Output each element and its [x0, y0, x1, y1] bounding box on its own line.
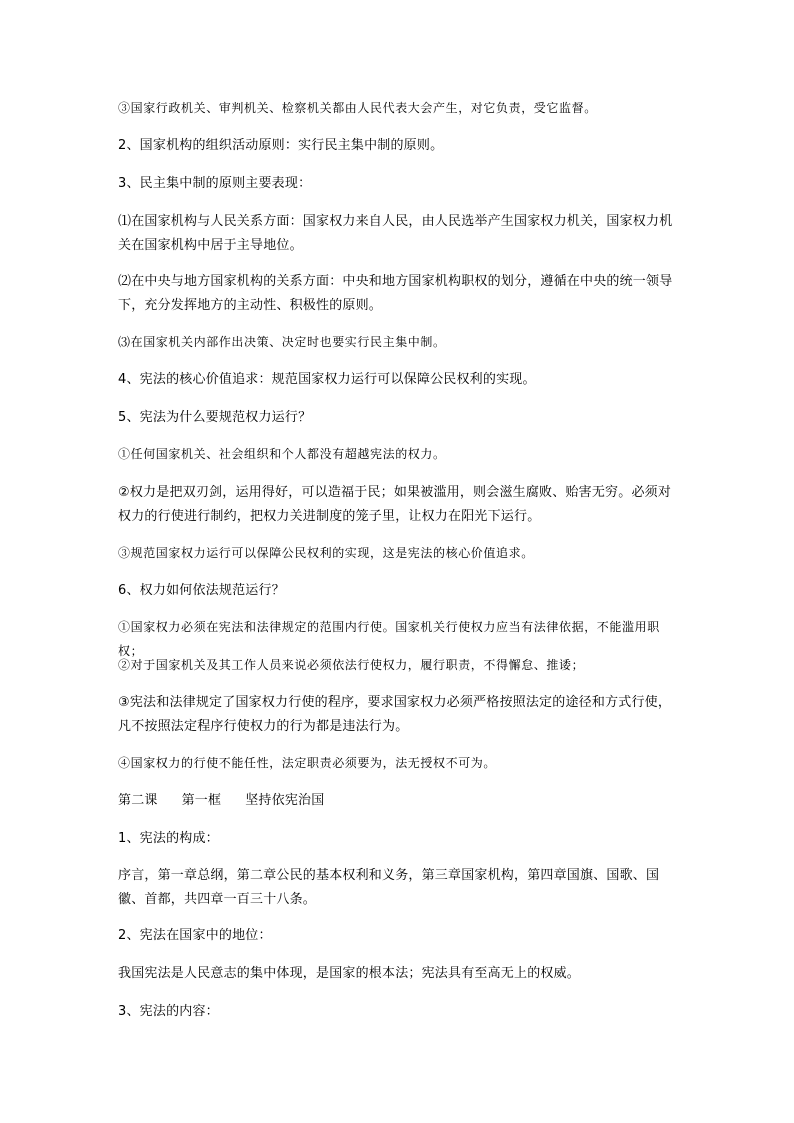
- paragraph-item-3b: ⑶在国家机关内部作出决策、决定时也要实行民主集中制。: [118, 335, 446, 349]
- paragraph-item-2: ⑵在中央与地方国家机构的关系方面：中央和地方国家机构职权的划分，遵循在中央的统一领导下，充分发挥地方的主动性、积极性的原则。: [118, 274, 673, 313]
- paragraph-item-6-4: ④国家权力的行使不能任性，法定职责必须要为，法无授权不可为。: [118, 756, 497, 770]
- lesson-number: 第二课: [118, 793, 158, 808]
- lesson-heading: [118, 789, 678, 813]
- section-heading-constitution-2: 2、宪法在国家中的地位：: [118, 928, 272, 943]
- paragraph-item-3: ③国家行政机关、审判机关、检察机关都由人民代表大会产生，对它负责，受它监督。: [118, 101, 597, 115]
- section-heading-constitution-1: 1、宪法的构成：: [118, 831, 219, 846]
- lesson-title: 坚持依宪治国: [245, 793, 325, 808]
- section-heading-6: 6、权力如何依法规范运行？: [118, 583, 285, 598]
- paragraph-item-6-2: ②对于国家机关及其工作人员来说必须依法行使权力，履行职责，不得懈怠、推诿；: [118, 658, 585, 672]
- paragraph-item-5-1: ①任何国家机关、社会组织和个人都没有超越宪法的权力。: [118, 447, 446, 461]
- paragraph-item-1: ⑴在国家机构与人民关系方面：国家权力来自人民，由人民选举产生国家权力机关，国家权力机关在国家机构中居于主导地位。: [118, 214, 673, 253]
- lesson-frame: 第一框: [181, 793, 222, 808]
- paragraph-constitution-structure: 序言，第一章总纲，第二章公民的基本权利和义务，第三章国家机构，第四章国旗、国歌、国徽、首都，共四章一百三十八条。: [118, 868, 660, 907]
- section-heading-4: 4、宪法的核心价值追求：规范国家权力运行可以保障公民权利的实现。: [118, 372, 536, 387]
- paragraph-item-5-2: ②权力是把双刃剑，运用得好，可以造福于民；如果被滥用，则会滋生腐败、贻害无穷。必须对权力的行使进行制约，把权力关进制度的笼子里，让权力在阳光下运行。: [118, 485, 672, 524]
- paragraph-constitution-status: 我国宪法是人民意志的集中体现，是国家的根本法；宪法具有至高无上的权威。: [118, 966, 581, 981]
- section-heading-constitution-3: 3、宪法的内容：: [118, 1004, 219, 1019]
- section-heading-2: 2、国家机构的组织活动原则：实行民主集中制的原则。: [118, 138, 444, 153]
- section-heading-5: 5、宪法为什么要规范权力运行？: [118, 410, 312, 425]
- paragraph-item-6-3: ③宪法和法律规定了国家权力行使的程序，要求国家权力必须严格按照法定的途径和方式行使，凡不按照法定程序行使权力的行为都是违法行为。: [118, 695, 672, 734]
- paragraph-item-6-1: ①国家权力必须在宪法和法律规定的范围内行使。国家机关行使权力应当有法律依据，不能滥用职权；: [118, 620, 660, 658]
- section-heading-3: 3、民主集中制的原则主要表现：: [118, 176, 312, 191]
- paragraph-item-5-3: ③规范国家权力运行可以保障公民权利的实现，这是宪法的核心价值追求。: [118, 546, 534, 560]
